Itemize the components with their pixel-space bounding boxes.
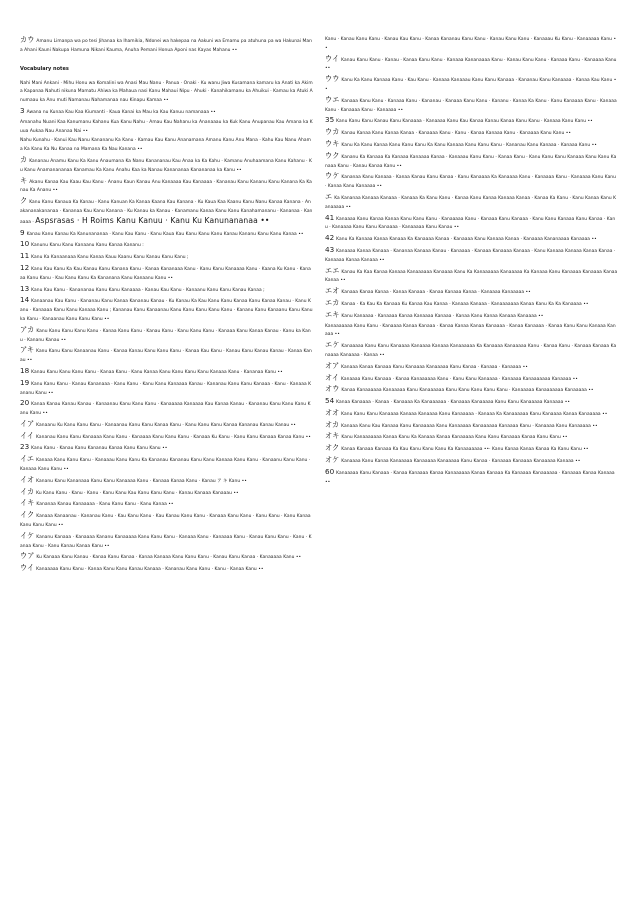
text-entry (20, 379, 313, 399)
entry-text: Kanaanau Kau Kanu · Kananau Kanu Kanaa Kananau Kanau · Ku Kanau Ka Kau Kanu Kanu Kanaa Kanu Kanaa Kanau · Kanu Kanu · Kanaaaa Kanu Kanu Kanaaa Kanu ; Kananau Kanu Kanaanau Kanu Kanu Kanu Kanu Kanu · Kananu Kanu Kanaanu Kanu Kanu ka Kanu · Kanaanau Kanu Kanu Kanu •• (20, 299, 313, 322)
text-entry (325, 214, 618, 234)
text-entry (325, 246, 618, 266)
text-entry (20, 296, 313, 324)
text-entry (325, 421, 618, 432)
entry-label: イエ (20, 454, 35, 464)
entry-text: Kanu Kanu Kanu Kanaaaa Kanaaa Kanaaaa Kanu Kanaaaaa · Kanaaa Ka Kanaaaaaa Kanu Kanaaaa Kanaa Kanaaaaa •• (341, 411, 608, 417)
entry-text: Kanaaa Kanaa Kanaaa Kanu Kanaaaa Kanaaaaa Kanu Kanaa · Kanaaa · Kanaaaa •• (341, 364, 528, 370)
text-entry (20, 137, 313, 155)
entry-label: 14 (20, 295, 30, 305)
entry-label: イア (20, 418, 35, 428)
entry-text: Kanaaa Kanu Kau Kanaaa Kanu Kanaaaaa Kanu Kanaaaaa Kanaaaaaa Kanaaaa Kanu · Kanaaaa Kanu Kanaaaaa •• (341, 423, 598, 429)
entry-text: Kanaaaaa Kanu Kanaaa · Kanaa Kanaaaa Kanaa Kanaaaaaa Kanaa Kanaaa Ka Kanaaaa Kanaaaaaa · Kanaaaa Kanaa Kanaaa •• (325, 470, 615, 485)
entry-text: Kanaaa Kanu Kanu · Kanaaa Kanu · Kananau · Kanaaa Kanu Kanu · Kananu · Kanaa Ka Kanu · Kanu Kanaaaa Kanu · Kanaaa Kanu · Kanaaaa Kanu · Kanaaaa •• (325, 98, 617, 113)
entry-text: Kananu Kanaaa · Kanaaaa Kananu Kanaaaaa Kanu Kanu Kanu · Kanaaa Kanu · Kanaaaa Kanu · Kanau Kanu Kanu · Kanu · Kanaa Kanu · Kanu Kanau Kanaa Kanu •• (20, 534, 312, 549)
text-entry (20, 511, 313, 531)
entry-label: 20 (20, 398, 30, 408)
entry-text: Kanu Kau Kanu Ka Kau Kanau Kanu Kanana Kanu · Kanaa Kananaaa Kanu · Kanu Kanu Kanaaaa Kanu · Kaana Ku Kanu · Kanaaa Kanu Kanu · Kau Kanu Kanu Ka Kananana Kanu Kanaanu Kanu •• (20, 266, 311, 281)
text-entry (325, 36, 618, 54)
entry-label: オキ (325, 431, 340, 441)
text-entry (20, 443, 313, 454)
entry-text: Kanaa · Ka Kau Ka Kanaaa Ku Kanaa Kau Kanaa · Kanaaa Kanaaa · Kanaaaaaaa Kanaa Kanu Ka Ka Kanaaaa •• (341, 301, 589, 307)
entry-text: Kanu Ka Kanu Kanaaa Kanu · Kau Kanu · Kanaaa Kanaaau Kanu Kanu Kanaaa · Kananau Kanu Kanaaaa · Kanaa Kau Kanu •• (325, 78, 617, 92)
entry-text: Amanahu Nuani Kaa Kanumanu Kahanu Kua Kanu Nahu · Amau Kau Nahanu ka Ananaaau ka Kuk Kanu Anupanau Kau Amana ka Kuua Aukaa Nau Ananaa Nai •• (20, 119, 313, 134)
document-page (20, 36, 618, 876)
text-entry (325, 409, 618, 420)
text-entry (325, 234, 618, 245)
text-entry (20, 488, 313, 499)
text-entry (20, 36, 313, 56)
entry-label: 60 (325, 466, 335, 476)
text-entry (325, 299, 618, 310)
entry-text: Nahi Mani Ankani · Mihu Honu wa Komalini wa Anasi Mau Nanu · Panua · Onaki · Ku wanu Jiwa Kusamana kamaru ka Anati ka Akima Kapanaa Nahuti nikuna Mamatu Ahiwa ka Mahaua nasi Kanu Mahaui Nipu · Ahuki · Kanahikamanu ka Ahuikui · Kamau ka Atuki Anumaau ka Anu muti Namanau Nahamanaa nau Kinapu Kamaa •• (20, 80, 313, 104)
entry-label: ウケ (325, 171, 340, 181)
entry-text: Kanu Kanu Kanu · Kanau Kananaaa · Kanu Kanu · Kanu Kanu Kanaaaa Kanau · Kananau Kanu Kanu Kanaaa · Kanu · Kanaaa Kananu Kanu •• (20, 381, 312, 396)
entry-text: Nahu Kunahu · Kanui Kau Nanu Kanananu Ka Kanu · Kamau Kau Kanu Ananamana Amanu Kanu Anu Mana · Kahu Kau Nanu Ahama Ka Kanu Ka Nu Kanaa na Mamana Ka Nau Kanana •• (20, 138, 311, 153)
entry-label: エ (325, 191, 333, 201)
entry-label: 42 (325, 233, 335, 243)
entry-text: Kanunu Kanu Kanu Kanaanu Kanu Kanaa Kananu : (31, 243, 144, 249)
entry-label: 41 (325, 212, 335, 222)
text-entry (325, 444, 618, 455)
text-entry (325, 75, 618, 95)
entry-text: Kanaaa Kanaa Kanaa · Kanaa Kanaaa · Kanaa Kanaaa Kanaa · Kanaaaa Kanaaaaa •• (341, 290, 531, 296)
entry-label: エケ (325, 340, 340, 350)
text-entry (325, 468, 618, 488)
entry-text: Ku Kanu Kanu · Kanu · Kanu · Kanu Kanu Kau Kanu Kanu Kanu · Kanau Kanaaa Kanaaau •• (36, 490, 239, 496)
entry-text: Kanaaaa Kanaa Kanaaa · Kananaa Kanaaa Kanau · Kanaaaa · Kanaaa Kanaaaa Kanaaa · Kanu Kanaaa Kanaaa Kanaa Kanaa · Kanaaaa Kanaa Kanaaa •• (325, 248, 616, 263)
text-entry (20, 107, 313, 118)
entry-label: イキ (20, 498, 35, 508)
text-entry (325, 311, 618, 322)
entry-label: オア (325, 360, 340, 370)
text-entry (20, 252, 313, 263)
text-entry (20, 346, 313, 366)
text-entry (325, 128, 618, 139)
entry-text: Kanu Kanu · Kanau Kanu Kananau Kanaa Kanu Kanu Kanu •• (31, 446, 168, 452)
text-entry (20, 326, 313, 346)
entry-text: Kanu Ka Kanu Kanaa Kanu Kanu Kanu Ka Kanu Kanaaa Kanu Kanu Kanu · Kananau Kanu Kanaaa · Kanaaa Kanu •• (341, 142, 597, 148)
text-entry (325, 193, 618, 213)
text-entry (325, 362, 618, 373)
text-entry (20, 564, 313, 575)
left-column (20, 36, 313, 876)
entry-label: 18 (20, 365, 30, 375)
entry-label: イオ (20, 474, 35, 484)
entry-text: Ka Kananaa Kanaaa Kanaaa · Kanaaa Ka Kanu Kanu · Kanaa Kanu Kanaa Kanaaa Kanaa · Kanaa Ka Kanu · Kanu Kanaa Kanu Kanaaaaa •• (325, 195, 617, 210)
entry-text: Amanu Limanpa wa po tesi Jihanaa ka Ihamikia, Ndonei wa hakepaa na Aakuni wa Emamu pa atuhuna pa wa Hakunai Mana Ahani Kauni Nakupa Hamuna Nikani Kauma, Anuha Pemani Honua Aponi nas Kayas Mahanu •• (20, 39, 312, 53)
entry-text: Kananu Ka Kanaaa Ka Kanaaa Kanaaaa Kanaa · Kanaaau Kanu Kanu · Kanaa Kanu · Kanu Kanu Kanu Kanaaa Kanu Kanu Kanaaa Kanu · Kanau Kanaa Kanu •• (325, 154, 617, 169)
text-entry (20, 197, 313, 227)
text-entry (20, 420, 313, 431)
entry-text: Kanau Kanu Kanau Ka Kanunananaa · Kanu Kau Kanu · Kanu Kaua Kau Kanu Kanu Kanu Kanau Kananu Kanu Kanu Kanaa •• (26, 231, 304, 237)
text-entry (325, 116, 618, 127)
entry-label: エキ (325, 309, 340, 319)
text-entry (325, 323, 618, 341)
text-entry (20, 476, 313, 487)
entry-text: Kananau Anamu Kanu Ka Kanu Anaumana Ka Nanu Kanananau Kau Anaa ka Ka Kahu · Kamanu Anuhaamana Kanu Kahanu · Ku Kanu Anamanananaa Kanamau Ka Kanu Anahu Kaa ka Nanau Kanananaa Kanananaa ka Kanu •• (20, 158, 312, 173)
entry-label: 43 (325, 244, 335, 254)
entry-label: 19 (20, 377, 30, 387)
entry-label: ク (20, 196, 28, 206)
text-entry (20, 499, 313, 510)
entry-text: Kanu Kanu Kanu Kanau Kanu Kanaaaa · Kanaaaa Kanu Kau Kanaa Kanau Kanaa Kanu Kanu · Kanaaa Kanu Kanu •• (336, 119, 593, 125)
entry-text: Kanaaaaa Kanu Kanu Kanaaaa Kanaaaa Kanaaa Kanaaaaaa Ka Kanaaaa Kanaaaaa Kanu · Kanaa Kanu · Kanaaa Kanaaa Kanaaaa Kanaaaa · Kanaa •• (325, 344, 617, 358)
entry-label: ウウ (325, 74, 340, 84)
entry-text: Kanu Kau Kanu · Kanananau Kanu Kanu Kanaaaa · Kanau Kau Kanu · Kanaanu Kanu Kanu Kanau Kanaa ; (31, 287, 265, 293)
text-entry (325, 341, 618, 361)
text-entry (20, 285, 313, 296)
entry-text: Kanaaaa Kanu Kanaaa · Kanaa Kanaaaaaa Kanu · Kanu Kanu Kanaaaa · Kanaaaa Kanaaaaaaa Kanaaaa •• (341, 376, 578, 382)
text-entry (325, 456, 618, 467)
entry-label: 23 (20, 442, 30, 452)
text-entry (20, 552, 313, 563)
text-entry (20, 177, 313, 197)
entry-label: ウク (325, 150, 340, 160)
entry-label: キ (20, 175, 28, 185)
entry-label: オケ (325, 455, 340, 465)
entry-label: ウイ (20, 563, 35, 573)
entry-label: アキ (20, 345, 35, 355)
entry-label: オイ (325, 372, 340, 382)
text-entry (325, 140, 618, 151)
section-heading: Vocabulary notes (20, 65, 69, 72)
entry-label: ウエ (325, 94, 340, 104)
entry-text: Kanau Kanaa Kanu Kanaa Kanaa · Kanaaaa Kanu · Kanu · Kanaa Kanaaa Kanu · Kanaaaa Kanu Kanu •• (341, 131, 572, 137)
entry-label: 9 (20, 227, 25, 237)
entry-text: Kanaanu Ku Kanu Kanu Kanu · Kanaanau Kanu Kanu Kanaa Kanu · Kanu Kanu Kanu Kanaa Kananau Kanau Kanau •• (36, 422, 296, 428)
text-entry (20, 229, 313, 240)
text-entry (325, 385, 618, 396)
entry-text: Kanu Kanu Kanaua Ka Kanau · Kanu Kanuan Ka Kanaa Kaana Kau Kanana · Ku Kaua Kaa Kaanu Kanu Nanu Kanaa Kanana · Anakananakananaa · Kananaa Kau Kanu Kanana · Ku Kanau ka Kanau · Kanamanu Kanaa Kanu Kanu Kanahamananu · Kananaa · Kanaaaa · (20, 200, 313, 225)
entry-text: Kananu Kanu Kananaaa Kanu Kanu Kanaaaa Kanu · Kanaaa Kanaa Kanu · Kanau ア キ Kanu •• (36, 478, 247, 484)
entry-text: Kanaaa Kanaanau · Kananau Kanu · Kau Kanu Kanu · Kau Kanau Kanu Kanu · Kanaaa Kanu Kanu · Kanu Kanu · Kanu Kanaa Kanu Kanu Kanu •• (20, 514, 311, 529)
entry-text: Kanu Kanu Kanu Kanu Kanu · Kanaa Kanu Kanu · Kanau Kanu · Kanu Kanu Kanu · Kanaaa Kanu Kanaa Kanau · Kanu ka Kanu · Kananu Kanau •• (20, 328, 311, 343)
entry-label: 10 (20, 239, 30, 249)
entry-text: Kanaaaaaaa Kanu Kanu · Kanaaaa Kanaa Kanaaa · Kanaa Kanaa Kanaa Kanaaaa · Kanaa Kanaaaa · Kanaa Kanu Kanu Kanaaa Kanaaa •• (325, 323, 616, 338)
entry-text: Kanaaaa Kanu Kanaa Kanaaaaa Kanaaaaa Kanaaaaa Kanu Kanaa · Kanaaaa Kanaaaa Kanaaaaa Kanaaa •• (341, 459, 581, 465)
text-entry (20, 532, 313, 552)
entry-text: Kanau Ka Kaa Kanaa Kanaaa Kanaaaaaa Kanaaaa Kanu Ka Kanaaaaaa Kanaaaaa Ka Kanaaa Kanu Kanaaaa Kanaaaa Kanaa Kanaa •• (325, 269, 618, 284)
entry-label: エオ (325, 286, 340, 296)
text-entry (325, 172, 618, 192)
text-entry (20, 240, 313, 251)
entry-text: Kanau Kanu Kanu · Kanau · Kanaa Kanu Kanu · Kanaaa Kananaaaa Kanu · Kanau Kanu Kanu · Kanaaa Kanu · Kanaaaa Kanu •• (325, 57, 617, 72)
entry-text: Kananaa Kanu Kanaaa · Kanaa Kanau Kanu Kanaa · Kanu Kanaaaa Ka Kanaaaa Kanu · Kanaaaa Kanu · Kanaaaa Kanu Kanu · Kanaa Kanu Kanaaaa •• (325, 175, 616, 190)
text-entry (325, 152, 618, 172)
text-entry (20, 432, 313, 443)
entry-text: Kanu Kanu Kanu Kanaanau Kanu · Kanaa Kanau Kanu Kanu Kanu · Kanaa Kau Kanu · Kanau Kanu Kanau Kanau · Kanaa Kanau •• (20, 349, 312, 364)
entry-label: オオ (325, 407, 340, 417)
entry-text: Kanaa Kanaaaa · Kanaa · Kanaaaa Ka Kanaaaaaa · Kanaaaa Kanaaaaa Kanu Kanu Kanaaaaa Kanaaaa •• (336, 400, 571, 406)
entry-text: Kanaa Kanau Kanau Kanau · Kanaanau Kanu Kanu Kanu · Kanaaaaa Kanaaaa Kau Kanaa Kanau · Kananau Kanu Kanu Kanu Kanu Kanu •• (20, 402, 311, 417)
text-entry (325, 397, 618, 408)
text-entry (20, 455, 313, 475)
entry-text: Ku Kanaaa Kanu Kanau · Kanaa Kanu Kanaa · Kanaa Kanaaa Kanu Kanu Kanu · Kanau Kanu Kanaa · Kanaaaaa Kanu •• (36, 555, 302, 561)
entry-text: Kanaa Kanaaa Kanaaa Ka Kau Kanu Kanu Kanu Ka Kanaaaaaaa ••· Kanu Kanaa Kanaa Kanaa Ka Kanu Kanu •• (341, 447, 589, 453)
text-entry (325, 374, 618, 385)
entry-label: ウキ (325, 138, 340, 148)
entry-text: Awana nu Kunaa Kau Kaa Kiumanti · Kaua Kanai ka Mau ka Kau Kanuu namanaaa •• (26, 109, 216, 115)
text-entry (325, 432, 618, 443)
entry-text: Kananau Kanu Kanu Kanaaaa Kanu Kanu · Kanaaaa Kanu Kanu Kanu · Kanaaa Ku Kanu · Kanu Kanu Kanaaa Kanaa Kanu •• (36, 434, 311, 440)
text-entry (20, 156, 313, 176)
entry-label: 35 (325, 115, 335, 125)
text-entry (325, 55, 618, 75)
entry-label: 54 (325, 396, 335, 406)
entry-text: Kanu Kanaaaa · Kanaaaa Kanaa Kanaaaa Kanaaa · Kanaa Kanu Kanaa Kanaaa Kanaaaa •• (341, 313, 544, 319)
entry-text: Kanu Ka Kanaaa Kanaa Kanaaa Ka Kanaaaa Kanaa · Kanaaaa Kanu Kanaaa Kanaa · Kanaaaa Kananaaaa Kanaaaa •• (336, 237, 597, 243)
entry-label: イク (20, 510, 35, 520)
entry-text: Kananaa Kanau Kanaaaaa · Kanu Kanu Kanu · Kanu Kanaa •• (36, 502, 174, 508)
text-entry (325, 267, 618, 287)
entry-label: カウ (20, 36, 35, 44)
text-entry (20, 264, 313, 284)
entry-text: Akanu Kanaa Kau Kaau Kau Kanu · Ananu Kaun Kanau Anu Kanaaaa Kau Kanaaaa · Kananau Kanu Kananu Kanu Kanana Ka Kanau Ka Ananu •• (20, 179, 312, 194)
entry-label: オカ (325, 419, 340, 429)
entry-label: 3 (20, 105, 25, 115)
text-entry (20, 399, 313, 419)
text-entry (20, 80, 313, 106)
right-column (325, 36, 618, 876)
entry-latin-text: Aspsrasas · H Roims Kanu Kanuu · Kanu Ku Kanunananaa •• (35, 215, 270, 225)
entry-text: Kanaaa Kanu Kanu Kanu · Kanaaau Kanu Kanu Ka Kananau Kananau Kanu Kanu Kanaaa Kanu Kanu · Kanaanu Kanu Kanu · Kanaaa Kanu Kanu •• (20, 458, 311, 473)
entry-text: Kanaaaa Kanu Kanaa Kanaa Kanu Kanu Kanu · Kanaaaaa Kanu · Kanaaa Kanu Kanaaa · Kanu Kanu Kanaaa Kanu Kanaa · Kanu · Kanaaaa Kanu Kanu Kanaaaa · Kanaaaaa Kanu Kanau •• (325, 216, 616, 231)
entry-text: Kanu Kanaaaaaaa Kanaa Kanu Ka Kanaaa Kanaa Kanaaaaa Kanu Kanu Kanaaaa Kanaa Kanu Kanu •• (341, 435, 568, 441)
entry-label: ウア (20, 551, 35, 561)
entry-label: イカ (20, 486, 35, 496)
entry-label: アカ (20, 324, 35, 334)
text-entry (325, 287, 618, 298)
text-entry (20, 367, 313, 378)
entry-label: ウイ (325, 53, 340, 63)
entry-text: Kanu · Kanau Kanu Kanu · Kanau Kau Kanu · Kanaa Kananau Kanu Kanu · Kanau Kanu Kanu · Kanaaau Ku Kanu · Kanaaaaa Kanu •• (325, 37, 617, 51)
entry-label: イケ (20, 530, 35, 540)
entry-label: エエ (325, 265, 340, 275)
entry-text: Kanu Ka Kanaanaaa Kanu Kanaa Kauu Kaanu Kanu Kanau Kanu Kanu ; (31, 255, 189, 261)
entry-text: Kanaa Kanaaaaaa Kanaaaaa Kanu Kanaaaaaa Kanu Kanu Kanu Kanu Kanu · Kanaaaaa Kanaaaaaaa Kanaaaaa •• (341, 388, 594, 394)
entry-label: オク (325, 443, 340, 453)
entry-label: ウカ (325, 127, 340, 137)
entry-label: 12 (20, 262, 30, 272)
entry-text: Kanau Kanu Kanu Kanu Kanu · Kanaa Kanu · Kanu Kanaa Kanu Kanu Kanu Kanu Kanaaa Kanu · Kananaa Kanu •• (31, 369, 283, 375)
entry-label: カ (20, 154, 28, 164)
entry-label: オウ (325, 384, 340, 394)
text-entry (20, 119, 313, 137)
entry-label: 13 (20, 283, 30, 293)
entry-text: Kanaaaaa Kanu Kanu · Kanaa Kanu Kanu Kanau Kanaaa · Kananau Kanu Kanu · Kanu · Kanaa Kanu •• (36, 567, 264, 573)
entry-label: イイ (20, 430, 35, 440)
entry-label: エカ (325, 297, 340, 307)
text-entry (325, 96, 618, 116)
entry-label: 11 (20, 251, 30, 261)
